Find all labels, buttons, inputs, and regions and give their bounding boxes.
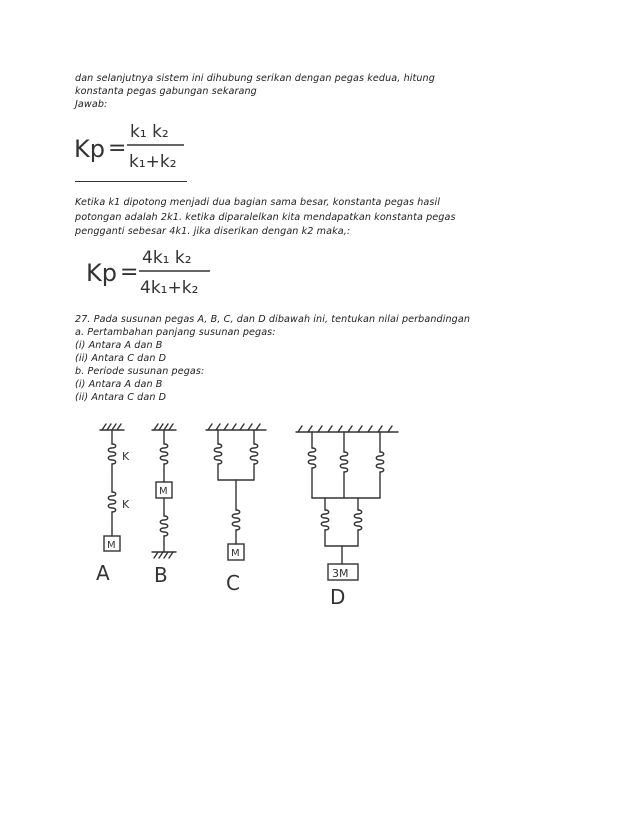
label-b: B [154,563,168,587]
arrangement-b [152,424,176,587]
formula-2-denominator: 4k₁+k₂ [140,278,199,298]
question-line-7: (ii) Antara C dan D [75,392,167,403]
spring-a-lower-label: K [122,498,130,511]
question-line-5: b. Periode susunan pegas: [75,366,205,377]
question-line-4: (ii) Antara C dan D [75,353,167,364]
label-a: A [96,561,110,585]
explanation-line-3: pengganti sebesar 4k1. jika diserikan dengan k2 maka,: [75,226,351,237]
arrangement-c [206,424,266,595]
question-line-2: a. Pertambahan panjang susunan pegas: [75,327,276,338]
label-d: D [330,585,346,608]
formula-1 [72,115,202,177]
spring-figure [90,418,430,608]
formula-2-lhs: Kp [86,259,117,287]
formula-1-eq: = [108,136,127,161]
explanation-line-1: Ketika k1 dipotong menjadi dua bagian sama besar, konstanta pegas hasil [75,197,441,208]
formula-1-denominator: k₁+k₂ [129,152,177,172]
mass-c-label: M [231,548,240,559]
formula-1-lhs: Kp [74,135,105,163]
intro-line-1: dan selanjutnya sistem ini dihubung serikan dengan pegas kedua, hitung [75,73,435,84]
label-c: C [226,571,240,595]
arrangement-a [96,424,130,585]
intro-line-3: Jawab: [75,99,108,110]
formula-2 [84,245,224,303]
question-line-3: (i) Antara A dan B [75,340,163,351]
question-line-6: (i) Antara A dan B [75,379,163,390]
explanation-line-2: potongan adalah 2k1. ketika diparalelkan kita mendapatkan konstanta pegas [75,212,456,223]
arrangement-d [296,426,398,608]
spring-a-upper-label: K [122,450,130,463]
intro-line-2: konstanta pegas gabungan sekarang [75,86,257,97]
formula-1-numerator: k₁ k₂ [130,122,169,142]
separator-line [75,181,187,182]
formula-2-numerator: 4k₁ k₂ [142,248,192,268]
question-line-1: 27. Pada susunan pegas A, B, C, dan D dibawah ini, tentukan nilai perbandingan [75,314,471,325]
mass-d-label: 3M [332,567,349,580]
mass-a-label: M [107,540,116,551]
mass-b-label: M [159,486,168,497]
formula-2-eq: = [120,260,139,285]
